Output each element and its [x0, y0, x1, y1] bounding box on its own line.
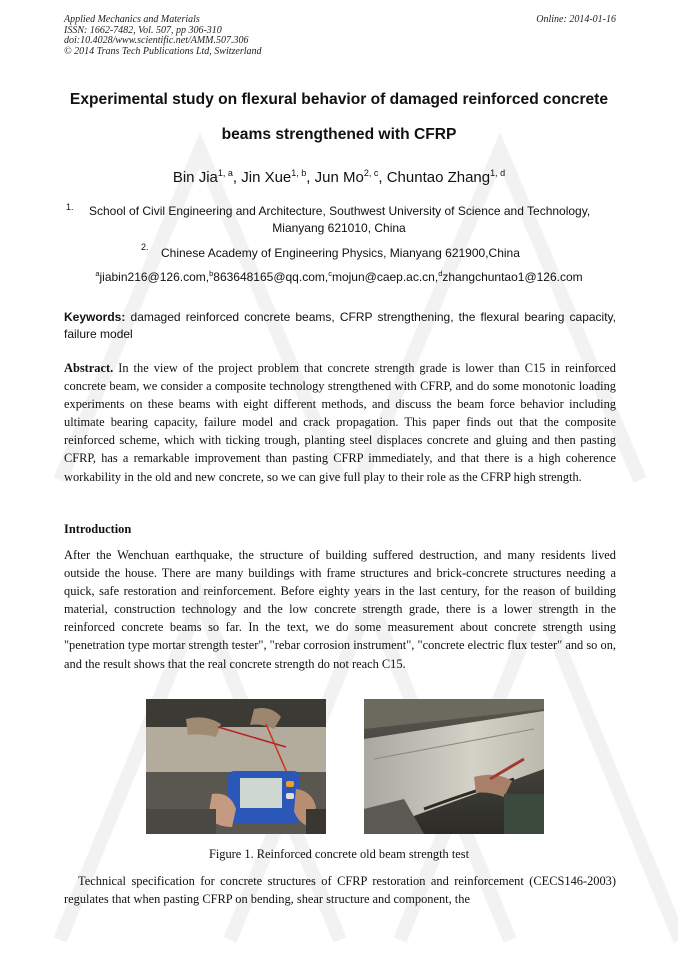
figure-photo-beam	[364, 699, 544, 834]
introduction-paragraph-1: After the Wenchuan earthquake, the structure of building suffered destruction, and many residents lived outside the house. There are many buildings with frame structures and brick-concrete structures needing a quick, safe restoration and reinforcement. Before eighty years in the last century, for the reason of building material, construction technology and the low concrete strength grade, there is a lower strength in the reinforced concrete beams so far. In the text, we do some measurement about concrete strength using "penetration type mortar strength tester", "rebar corrosion instrument", "concrete electric flux tester" and so on, and the result shows that the real concrete strength do not reach C15.	[64, 548, 616, 671]
keywords-label: Keywords:	[64, 310, 126, 324]
introduction-paragraph-2: Technical specification for concrete structures of CFRP restoration and reinforcement (CECS146-2003) regulates that when pasting CFRP on bending, shear structure and component, the	[64, 874, 616, 907]
author-sup: 2, c	[363, 168, 379, 178]
keywords-section	[64, 309, 616, 342]
paper-title-line-1: Experimental study on flexural behavior of damaged reinforced concrete	[69, 91, 609, 108]
abstract-text: In the view of the project problem that concrete strength grade is lower than C15 in reinforced concrete beam, we consider a composite technology strengthened with CFRP, and do some monotonic loading experiments on these beams with eight different methods, and discuss the beam force behavior including ultimate bearing capacity, failure model and crack propagation. This paper finds out that the composite reinforced scheme, which with ticking trough, planting steel displaces concrete and gluing and then pasting CFRP, has a remarkable improvement than pasting CFRP immediately, and that there is a high coherence workability in the old and new concrete, so we can give full play to their role as the CFRP high strength.	[64, 361, 616, 484]
affiliation-2-line-1: Chinese Academy of Engineering Physics, Mianyang 621900,China	[161, 246, 520, 260]
journal-header	[64, 15, 616, 57]
email-mark: b	[209, 269, 214, 278]
paper-title-line-2: beams strengthened with CFRP	[221, 126, 457, 143]
abstract-label: Abstract.	[64, 361, 114, 375]
email-address: jiabin216@126.com,	[99, 270, 210, 284]
introduction-heading: Introduction	[64, 522, 132, 536]
doi-line: doi:10.4028/www.scientific.net/AMM.507.306	[64, 35, 249, 46]
figure-caption: Figure 1. Reinforced concrete old beam strength test	[208, 847, 470, 861]
email-list	[40, 269, 638, 284]
author-sup: 1, b	[291, 168, 307, 178]
email-mark: d	[438, 269, 443, 278]
author-sup: 1, d	[490, 168, 506, 178]
abstract-paragraph	[64, 359, 616, 486]
author-sup: 1, a	[217, 168, 233, 178]
journal-name: Applied Mechanics and Materials	[64, 14, 200, 25]
email-address: 863648165@qq.com,	[213, 270, 329, 284]
author-name: Jun Mo	[314, 169, 364, 186]
author-name: Jin Xue	[241, 169, 292, 186]
affiliation-2-mark: 2.	[141, 242, 149, 252]
issn-line: ISSN: 1662-7482, Vol. 507, pp 306-310	[64, 24, 222, 36]
online-date: Online: 2014-01-16	[536, 14, 616, 25]
keywords-text: damaged reinforced concrete beams, CFRP strengthening, the flexural bearing capacity, failure model	[64, 310, 616, 341]
copyright-line: © 2014 Trans Tech Publications Ltd, Switzerland	[64, 45, 262, 57]
author-name: Bin Jia	[172, 169, 218, 186]
email-mark: c	[328, 269, 332, 278]
figure-photo-tester	[146, 699, 326, 834]
affiliation-1-line-2: Mianyang 621010, China	[272, 221, 406, 235]
author-name: Chuntao Zhang	[386, 169, 491, 186]
email-mark: a	[95, 269, 100, 278]
email-address: zhangchuntao1@126.com	[442, 270, 583, 284]
affiliation-1-mark: 1.	[66, 202, 74, 212]
author-list: Bin Jia$^{1, a}$, Jin Xue$^{1, b}$, Jun Mo$^{2, c}$, Chuntao Zhang$^{1, d}$	[172, 168, 506, 186]
affiliation-1-line-1: School of Civil Engineering and Architecture, Southwest University of Science and Technology,	[89, 204, 591, 218]
email-address: mojun@caep.ac.cn,	[331, 270, 439, 284]
